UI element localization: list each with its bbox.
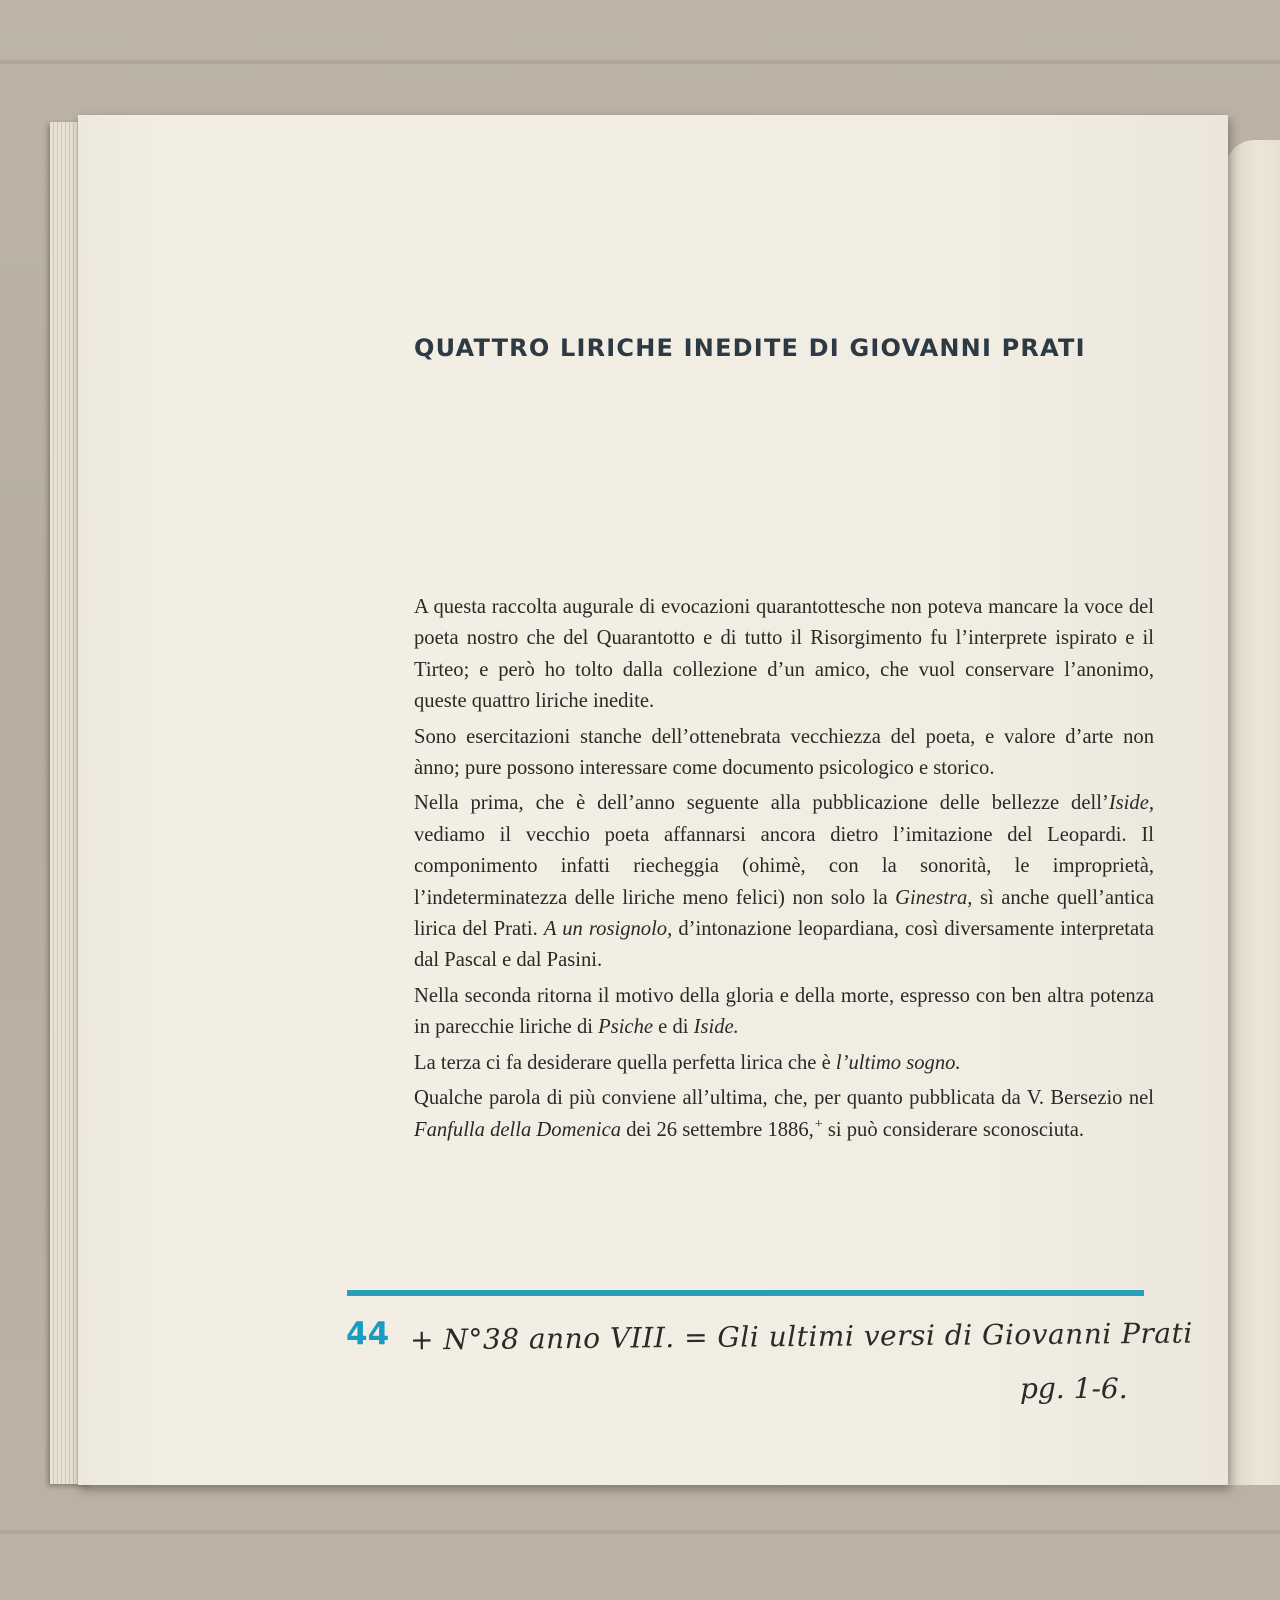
text-segment: Nella prima, che è dell’anno seguente alla pubblicazione delle bellezze dell’ [414,792,1109,815]
text-segment: si può considerare sconosciuta. [822,1118,1085,1141]
handwritten-annotation: + N°38 anno VIII. = Gli ultimi versi di Giovanni Prati [409,1316,1193,1357]
italic-text: Iside, [1108,792,1154,815]
text-segment: A questa raccolta augurale di evocazioni quarantottesche non poteva mancare la voce del poeta nostro che del Quarantotto e di tutto il Risorgimento fu l’interprete ispirato e il Tirteo; e però ho tolto dalla collezione d’un amico, che vuol conservare l’anonimo, queste quattro liriche inedite. [414,596,1154,713]
text-segment: Qualche parola di più conviene all’ultima, che, per quanto pubblicata da V. Bersezio nel [414,1087,1154,1110]
page-title: QUATTRO LIRICHE INEDITE DI GIOVANNI PRATI [414,334,1086,362]
paragraph [414,1048,1154,1079]
text-segment: sì anche quell’antica lirica del Prati. [414,886,1154,941]
text-segment: vediamo il vecchio poeta affannarsi ancora dietro l’imitazione del Leopardi. Il componimento infatti riecheggia (ohimè, con la sonorità, le improprietà, l’indeterminatezza delle liriche meno felici) non solo la [414,823,1154,909]
italic-text: A un rosignolo, [543,918,673,941]
cardboard-background-seam [0,60,1280,64]
paragraph [414,981,1154,1044]
italic-text: Iside. [693,1016,739,1039]
text-segment: d’intonazione leopardiana, così diversamente interpretata dal Pascal e dal Pasini. [414,918,1155,972]
paragraph [414,1083,1154,1146]
text-segment: dei 26 settembre 1886, [621,1118,814,1141]
facing-page [1225,140,1280,1485]
italic-text: Psiche [598,1016,654,1039]
page-number: 44 [346,1316,390,1352]
cardboard-background-seam [0,1530,1280,1534]
paragraph [414,722,1154,785]
accent-rule [347,1290,1144,1296]
paragraph [414,788,1154,976]
text-segment: Sono esercitazioni stanche dell’ottenebrata vecchiezza del poeta, e valore d’arte non ànno; pure possono interessare come documento psicologico e storico. [414,725,1154,780]
text-segment: e di [653,1016,694,1039]
footnote-marker: + [814,1116,823,1132]
handwritten-annotation-pages: pg. 1-6. [1020,1372,1128,1405]
italic-text: Ginestra, [895,886,973,909]
text-segment: Nella seconda ritorna il motivo della gloria e della morte, espresso con ben altra potenza in parecchie liriche di [414,984,1154,1039]
paragraph [414,592,1154,718]
italic-text: l’ultimo sogno. [835,1051,961,1074]
text-segment: La terza ci fa desiderare quella perfetta lirica che è [414,1051,836,1074]
italic-text: Fanfulla della Domenica [414,1118,622,1141]
body-text [414,592,1154,1146]
